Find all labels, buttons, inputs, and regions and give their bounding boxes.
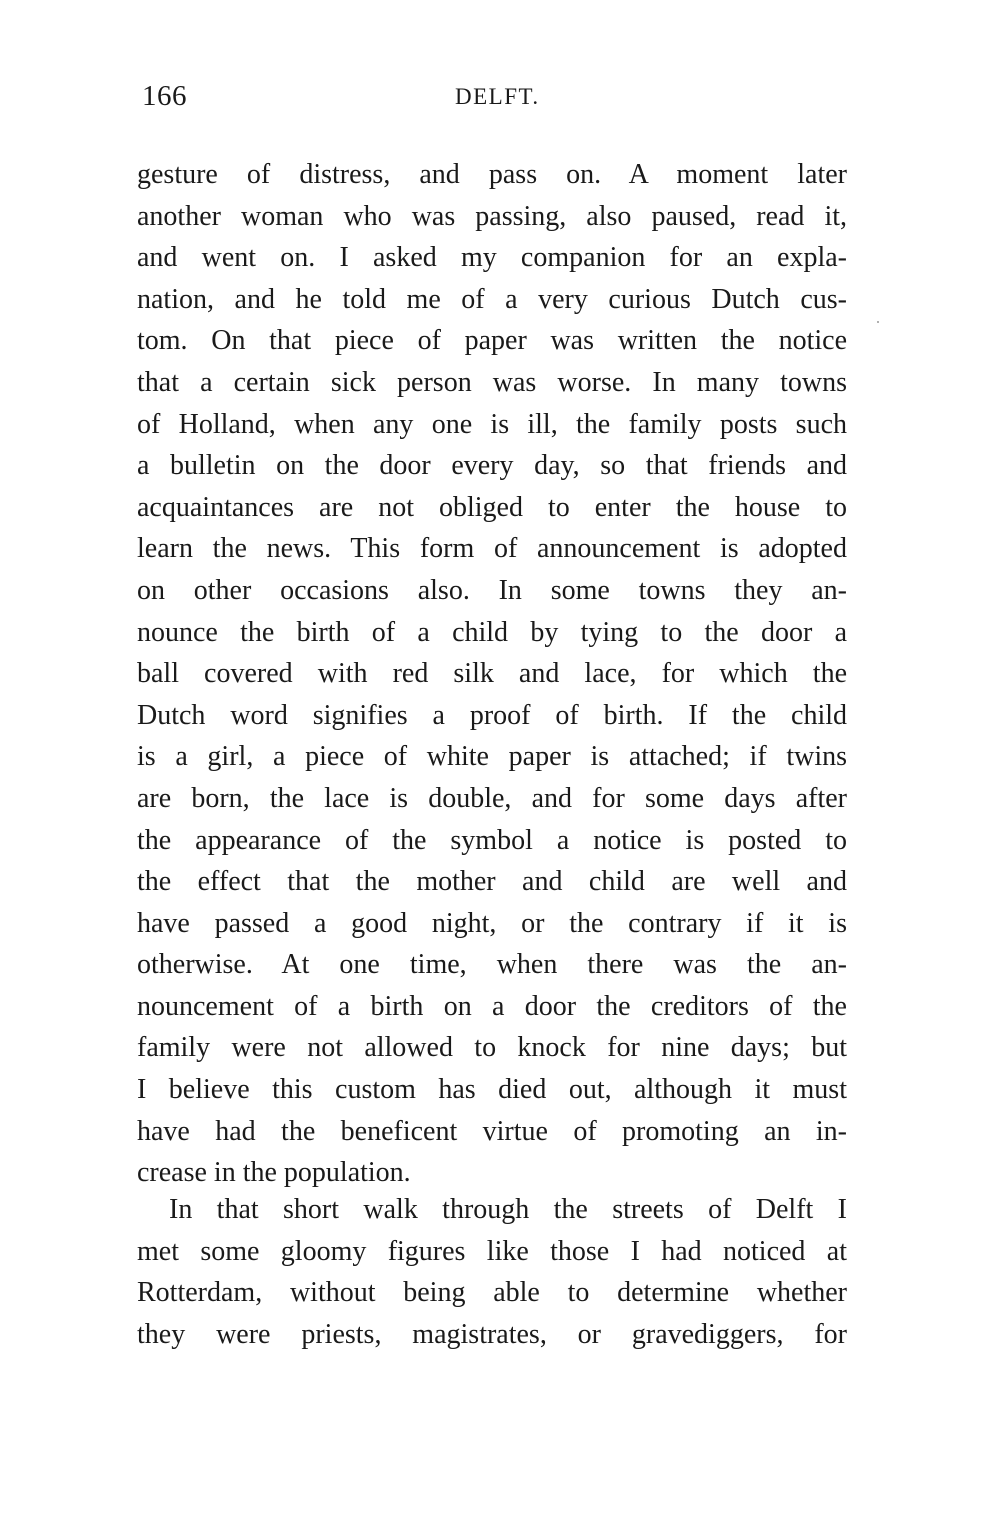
text-line: family were not allowed to knock for nine days; but [137,1032,847,1064]
text-line: the effect that the mother and child are well and [137,866,847,898]
text-line: otherwise. At one time, when there was the an- [137,949,847,981]
text-line: crease in the population. [137,1157,411,1189]
running-head: DELFT. [455,84,540,109]
text-line: nation, and he told me of a very curious Dutch cus- [137,283,847,315]
page-number: 166 [142,80,187,112]
text-line: tom. On that piece of paper was written the notice [137,325,847,357]
text-line: gesture of distress, and pass on. A moment later [137,159,847,190]
text-line: Dutch word signifies a proof of birth. If the child [137,699,847,731]
text-line: have had the beneficent virtue of promoting an in- [137,1115,847,1147]
text-line: In that short walk through the streets of Delft I [169,1194,847,1225]
text-line: and went on. I asked my companion for an expla- [137,242,847,274]
text-line: nounce the birth of a child by tying to the door a [137,616,847,648]
text-line: met some gloomy figures like those I had noticed at [137,1235,847,1267]
text-line: acquaintances are not obliged to enter the house to [137,491,847,523]
text-line: that a certain sick person was worse. In many towns [137,366,847,398]
text-line: are born, the lace is double, and for some days after [137,782,847,814]
text-line: on other occasions also. In some towns they an- [137,574,847,606]
text-line: another woman who was passing, also paused, read it, [137,200,847,232]
paragraph-2 [137,1189,847,1355]
text-line: ball covered with red silk and lace, for which the [137,658,847,690]
text-line: the appearance of the symbol a notice is posted to [137,824,847,856]
text-line: is a girl, a piece of white paper is attached; if twins [137,741,847,773]
margin-speck [877,321,879,323]
text-line: have passed a good night, or the contrary if it is [137,907,847,939]
paragraph-1 [137,154,847,1194]
text-line: learn the news. This form of announcement is adopted [137,533,847,565]
text-line: nouncement of a birth on a door the creditors of the [137,990,847,1022]
text-line: they were priests, magistrates, or gravediggers, for [137,1318,847,1350]
text-line: a bulletin on the door every day, so that friends and [137,450,847,482]
text-line: Rotterdam, without being able to determine whether [137,1277,847,1309]
text-line: of Holland, when any one is ill, the family posts such [137,408,847,440]
text-line: I believe this custom has died out, although it must [137,1074,847,1106]
